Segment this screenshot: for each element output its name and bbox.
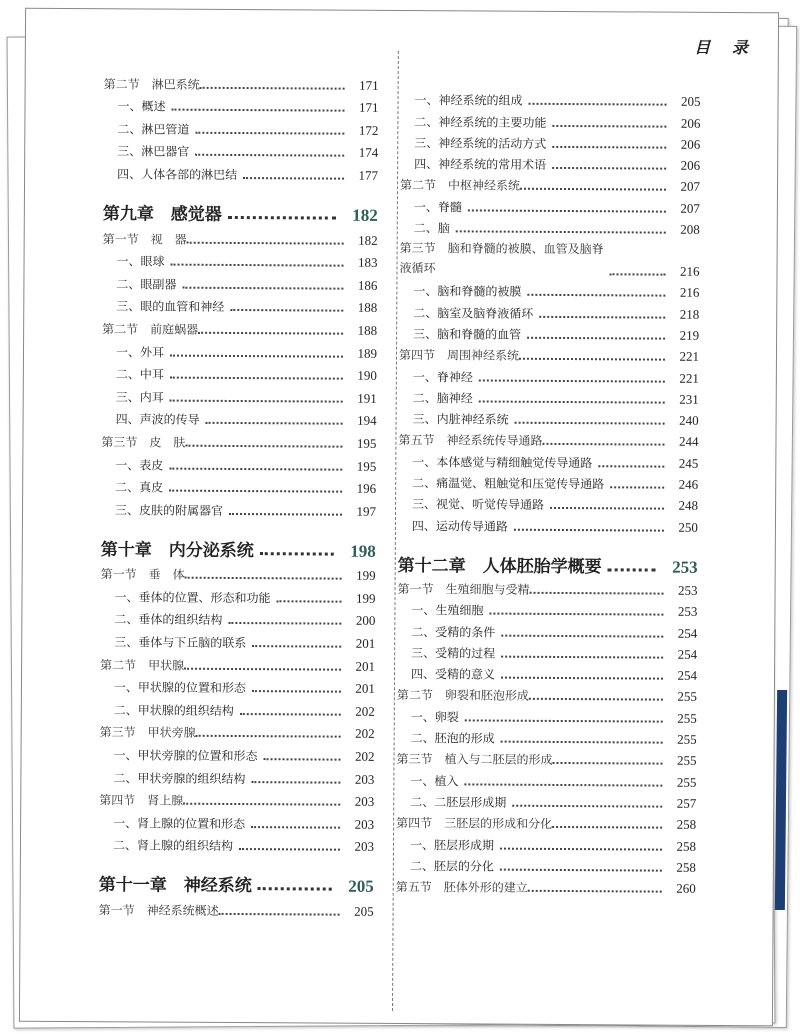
entry-page-number: 203 (354, 839, 375, 855)
dot-leader (258, 888, 332, 891)
dot-leader (195, 154, 344, 157)
entry-page-number: 221 (679, 370, 699, 386)
toc-section-entry (102, 315, 377, 339)
entry-title: 二、受精的条件 (411, 624, 496, 640)
entry-page-number: 174 (358, 145, 379, 161)
entry-title: 一、卵裂 (410, 709, 459, 725)
entry-page-number: 240 (679, 412, 699, 428)
entry-title: 第一节 垂 体 (100, 567, 185, 582)
entry-title: 第九章 感觉器 (102, 204, 222, 225)
entry-title: 二、真皮 (115, 480, 164, 495)
dot-leader (598, 465, 664, 467)
entry-title: 第一节 神经系统概述 (98, 903, 219, 918)
entry-page-number: 195 (356, 435, 377, 451)
entry-title: 第三节 皮 肤 (101, 435, 186, 450)
dot-leader (609, 273, 665, 275)
entry-page-number: 196 (356, 480, 377, 496)
toc-item-entry (397, 725, 697, 748)
entry-page-number: 206 (680, 157, 701, 174)
entry-page-number: 188 (357, 300, 378, 316)
entry-page-number: 197 (356, 503, 377, 519)
entry-title: 一、植入 (410, 773, 459, 788)
entry-title: 二、淋巴管道 (117, 122, 190, 137)
entry-title: 一、脑和脊髓的被膜 (413, 284, 522, 300)
entry-page-number: 248 (678, 498, 699, 514)
entry-title: 第五节 神经系统传导通路 (398, 433, 543, 449)
toc-item-entry (400, 87, 700, 110)
entry-title: 第四节 周围神经系统 (398, 348, 520, 363)
entry-title: 第二节 淋巴系统 (103, 76, 200, 92)
dot-leader (184, 667, 341, 670)
toc-section-entry (99, 786, 374, 810)
toc-item-entry (100, 628, 375, 652)
dot-leader (229, 513, 342, 516)
toc-section-entry (101, 427, 376, 451)
toc-section-entry (100, 718, 375, 742)
dot-leader (552, 125, 666, 128)
entry-page-number: 254 (677, 667, 698, 683)
entry-page-number: 189 (357, 345, 378, 361)
dot-leader (608, 568, 656, 571)
dot-leader (169, 467, 342, 470)
entry-page-number: 254 (677, 646, 698, 662)
dot-leader (183, 803, 340, 806)
toc-item-entry (399, 363, 699, 386)
dot-leader (550, 507, 664, 510)
entry-title: 一、脊髓 (413, 199, 462, 215)
entry-page-number: 258 (676, 838, 697, 854)
toc-left-column (99, 69, 379, 920)
entry-page-number: 255 (676, 774, 697, 790)
entry-page-number: 254 (677, 625, 698, 641)
entry-page-number: 171 (359, 77, 379, 93)
entry-page-number: 245 (678, 455, 699, 471)
entry-page-number: 253 (678, 582, 698, 598)
toc-page (19, 8, 779, 1027)
entry-page-number: 253 (677, 603, 698, 620)
toc-section-entry (103, 224, 378, 248)
dot-leader (500, 868, 662, 871)
dot-leader (170, 377, 343, 380)
dot-leader (512, 805, 662, 808)
entry-page-number: 195 (356, 458, 377, 474)
entry-page-number: 206 (680, 115, 701, 131)
dot-leader (171, 264, 344, 267)
toc-item-entry (398, 512, 698, 535)
entry-page-number: 203 (354, 771, 375, 787)
toc-item-entry (99, 763, 374, 787)
entry-title: 第一节 视 器 (102, 231, 187, 247)
entry-title: 四、受精的意义 (410, 667, 496, 682)
entry-title: 一、眼球 (116, 254, 165, 269)
dot-leader (501, 655, 663, 658)
dot-leader (264, 758, 341, 760)
dot-leader (170, 399, 343, 402)
toc-item-entry (400, 215, 700, 238)
dot-leader (187, 241, 344, 244)
dot-leader (276, 600, 341, 602)
dot-leader (479, 379, 665, 382)
entry-title: 四、神经系统的常用术语 (414, 157, 547, 173)
entry-page-number: 205 (680, 94, 701, 110)
entry-title: 第二节 卵裂和胚泡形成 (396, 688, 529, 704)
page-header: 目 录 (694, 37, 756, 58)
entry-title: 一、甲状旁腺的位置和形态 (113, 748, 258, 764)
dot-leader (240, 713, 341, 716)
dot-leader (501, 677, 663, 680)
entry-title: 二、脑室及脑脊液循环 (413, 305, 534, 321)
entry-title: 第三节 植入与二胚层的形成 (396, 752, 553, 768)
dot-leader (519, 358, 665, 361)
entry-page-number: 203 (354, 816, 375, 832)
dot-leader (228, 622, 341, 625)
toc-item-entry (396, 767, 696, 790)
dot-leader (171, 109, 344, 112)
dot-leader (527, 294, 665, 297)
dot-leader (529, 698, 663, 701)
toc-section-entry (399, 342, 699, 365)
toc-section-entry (101, 560, 376, 584)
entry-title: 一、胚层形成期 (409, 837, 495, 853)
toc-section-entry (399, 236, 699, 280)
entry-title: 二、甲状旁腺的组织结构 (113, 770, 246, 786)
toc-item-entry (396, 831, 696, 854)
toc-item-entry (399, 385, 699, 408)
dot-leader (514, 528, 664, 531)
entry-title: 二、二胚层形成期 (410, 794, 507, 810)
entry-page-number: 205 (354, 903, 374, 919)
entry-page-number: 255 (677, 731, 697, 747)
toc-section-entry (397, 682, 697, 705)
entry-title: 一、生殖细胞 (411, 603, 484, 618)
entry-page-number: 202 (355, 726, 375, 742)
entry-page-number: 255 (676, 753, 697, 769)
entry-page-number: 207 (680, 179, 701, 195)
toc-item-entry (102, 405, 377, 429)
entry-page-number: 205 (348, 877, 374, 897)
toc-item-entry (100, 695, 375, 719)
toc-section-entry (398, 427, 698, 450)
toc-item-entry (102, 337, 377, 361)
entry-page-number: 246 (678, 476, 699, 492)
entry-page-number: 201 (355, 635, 376, 651)
toc-chapter-entry (398, 534, 698, 578)
dot-leader (195, 132, 344, 135)
entry-page-number: 250 (678, 519, 698, 535)
entry-page-number: 258 (676, 859, 696, 875)
dot-leader (468, 209, 666, 212)
entry-page-number: 258 (676, 816, 697, 833)
dot-leader (479, 400, 665, 403)
dot-leader (542, 443, 664, 446)
toc-item-entry (398, 448, 698, 471)
toc-chapter-entry (99, 854, 374, 898)
toc-item-entry (101, 495, 376, 519)
toc-item-entry (101, 473, 376, 497)
dot-leader (515, 422, 665, 425)
toc-item-entry (102, 269, 377, 293)
toc-item-entry (398, 491, 698, 514)
toc-item-entry (100, 582, 375, 606)
toc-section-entry (100, 650, 375, 674)
dot-leader (185, 445, 342, 448)
entry-title: 三、神经系统的活动方式 (414, 135, 547, 151)
toc-item-entry (103, 114, 378, 138)
toc-item-entry (399, 406, 699, 429)
entry-title: 第三节 甲状旁腺 (99, 725, 196, 741)
toc-section-entry (396, 874, 696, 897)
entry-title: 四、人体各部的淋巴结 (117, 167, 238, 182)
entry-page-number: 183 (358, 254, 378, 271)
entry-page-number: 257 (676, 795, 697, 811)
dot-leader (219, 913, 340, 916)
entry-page-number: 201 (355, 658, 376, 674)
toc-item-entry (399, 299, 699, 322)
dot-leader (182, 286, 343, 289)
entry-title: 三、淋巴器官 (117, 144, 190, 160)
dot-leader (170, 354, 343, 357)
entry-page-number: 218 (679, 306, 700, 322)
entry-page-number: 202 (354, 748, 375, 764)
entry-title: 一、概述 (117, 99, 166, 114)
entry-title: 二、胚层的分化 (409, 858, 494, 874)
dot-leader (251, 826, 340, 829)
entry-page-number: 199 (356, 568, 376, 584)
entry-page-number: 191 (357, 390, 377, 406)
entry-title: 二、脑 (413, 221, 450, 236)
entry-page-number: 253 (672, 557, 698, 577)
toc-item-entry (400, 130, 700, 153)
entry-page-number: 182 (352, 205, 378, 225)
entry-title: 三、内耳 (115, 389, 164, 405)
entry-page-number: 203 (354, 793, 375, 810)
toc-item-entry (102, 292, 377, 316)
entry-title: 第三节 脑和脊髓的被膜、血管及脑脊液循环 (399, 241, 604, 276)
entry-page-number: 255 (677, 710, 697, 726)
entry-title: 第十二章 人体胚胎学概要 (397, 555, 602, 577)
entry-page-number: 216 (679, 285, 700, 301)
toc-item-entry (99, 808, 374, 832)
entry-page-number: 201 (355, 680, 375, 697)
entry-title: 一、肾上腺的位置和形态 (113, 816, 246, 831)
toc-item-entry (399, 278, 699, 301)
entry-title: 二、垂体的组织结构 (114, 612, 223, 628)
entry-title: 三、眼的血管和神经 (116, 299, 225, 315)
entry-page-number: 221 (679, 348, 700, 365)
entry-title: 一、本体感觉与精细触觉传导通路 (412, 454, 593, 470)
dot-leader (501, 634, 663, 637)
entry-page-number: 171 (358, 99, 379, 116)
entry-page-number: 219 (679, 327, 700, 343)
dot-leader (520, 188, 666, 191)
toc-item-entry (99, 741, 374, 765)
toc-item-entry (103, 160, 378, 184)
entry-page-number: 200 (355, 613, 376, 629)
dot-leader (456, 230, 666, 233)
entry-page-number: 188 (357, 322, 378, 338)
dot-leader (527, 337, 665, 340)
toc-item-entry (102, 360, 377, 384)
entry-title: 第二节 前庭蜗器 (102, 322, 199, 337)
entry-title: 二、脑神经 (412, 390, 473, 406)
dot-leader (252, 645, 341, 648)
entry-title: 二、甲状腺的组织结构 (113, 703, 234, 718)
entry-title: 一、脊神经 (412, 369, 473, 385)
entry-title: 二、胚泡的形成 (410, 731, 495, 746)
toc-section-entry (400, 172, 700, 195)
entry-title: 三、皮肤的附属器官 (114, 502, 224, 518)
toc-section-entry (104, 69, 379, 93)
entry-title: 二、眼副器 (116, 277, 177, 292)
entry-title: 二、肾上腺的组织结构 (112, 838, 234, 854)
toc-item-entry (100, 673, 375, 697)
entry-title: 一、甲状腺的位置和形态 (113, 680, 247, 696)
dot-leader (464, 783, 662, 786)
toc-item-entry (100, 605, 375, 629)
dot-leader (198, 332, 343, 335)
toc-section-entry (396, 810, 696, 833)
entry-title: 一、外耳 (115, 344, 165, 360)
toc-item-entry (103, 247, 378, 271)
entry-page-number: 202 (355, 703, 375, 719)
toc-item-entry (397, 703, 697, 726)
entry-title: 第四节 三胚层的形成和分化 (396, 816, 553, 832)
entry-page-number: 206 (680, 136, 701, 152)
dot-leader (200, 86, 345, 89)
dot-leader (251, 781, 340, 784)
toc-item-entry (400, 108, 700, 131)
entry-page-number: 177 (358, 167, 379, 183)
entry-page-number: 260 (676, 880, 696, 896)
entry-title: 三、视觉、听觉传导通路 (412, 497, 545, 513)
entry-title: 第一节 生殖细胞与受精 (397, 581, 530, 597)
entry-title: 二、中耳 (115, 367, 164, 382)
dot-leader (528, 890, 662, 893)
toc-item-entry (396, 789, 696, 812)
dot-leader (260, 552, 334, 555)
dot-leader (610, 486, 664, 488)
entry-title: 第十一章 神经系统 (98, 875, 252, 897)
dot-leader (239, 848, 340, 851)
dot-leader (553, 762, 663, 765)
dot-leader (243, 177, 344, 180)
entry-page-number: 216 (679, 263, 700, 279)
toc-chapter-entry (103, 182, 378, 226)
dot-leader (230, 309, 343, 312)
toc-item-entry (398, 470, 698, 493)
toc-item-entry (400, 193, 700, 216)
entry-page-number: 231 (679, 391, 699, 407)
toc-chapter-entry (101, 518, 376, 562)
toc-right-column (396, 87, 701, 897)
entry-page-number: 186 (357, 277, 378, 293)
entry-title: 三、内脏神经系统 (412, 412, 509, 427)
entry-page-number: 208 (680, 221, 700, 237)
entry-title: 一、表皮 (115, 457, 164, 473)
toc-item-entry (396, 852, 696, 875)
dot-leader (185, 577, 342, 580)
dot-leader (501, 741, 663, 744)
dot-leader (539, 316, 665, 319)
dot-leader (206, 422, 343, 425)
entry-title: 第十章 内分泌系统 (100, 539, 254, 561)
dot-leader (529, 103, 667, 106)
dot-leader (169, 490, 342, 493)
toc-item-entry (102, 382, 377, 406)
toc-section-entry (398, 576, 698, 599)
toc-item-entry (397, 597, 697, 620)
entry-page-number: 255 (677, 689, 697, 705)
dot-leader (228, 216, 336, 220)
toc-item-entry (397, 640, 697, 663)
entry-title: 三、垂体与下丘脑的联系 (114, 635, 247, 651)
toc-item-entry (400, 151, 700, 174)
entry-page-number: 199 (355, 590, 376, 606)
entry-page-number: 198 (350, 541, 376, 561)
toc-section-entry (396, 746, 696, 769)
toc-item-entry (397, 618, 697, 641)
entry-title: 三、受精的过程 (411, 645, 496, 661)
toc-item-entry (399, 321, 699, 344)
dot-leader (252, 690, 341, 693)
dot-leader (552, 167, 666, 170)
entry-page-number: 207 (680, 200, 700, 216)
entry-page-number: 194 (357, 413, 377, 429)
dot-leader (552, 146, 666, 149)
dot-leader (530, 592, 664, 595)
entry-title: 第二节 甲状腺 (100, 657, 185, 673)
entry-title: 二、痛温觉、粗触觉和压觉传导通路 (412, 476, 605, 492)
entry-title: 一、垂体的位置、形态和功能 (114, 590, 271, 606)
entry-title: 三、脑和脊髓的血管 (413, 327, 522, 342)
entry-title: 二、神经系统的主要功能 (414, 114, 547, 130)
dot-leader (489, 613, 663, 616)
toc-item-entry (101, 450, 376, 474)
toc-item-entry (99, 831, 374, 855)
toc-item-entry (397, 661, 697, 684)
entry-page-number: 182 (358, 232, 378, 248)
entry-title: 四、声波的传导 (115, 412, 200, 428)
entry-page-number: 172 (358, 122, 379, 138)
toc-section-entry (99, 896, 374, 920)
entry-title: 一、神经系统的组成 (414, 93, 523, 109)
dot-leader (465, 719, 663, 722)
dot-leader (196, 735, 341, 738)
entry-title: 第二节 中枢神经系统 (399, 178, 521, 194)
toc-item-entry (103, 137, 378, 161)
entry-page-number: 190 (357, 367, 377, 383)
entry-page-number: 244 (678, 434, 699, 450)
entry-title: 第五节 胚体外形的建立 (395, 880, 528, 895)
entry-title: 第四节 肾上腺 (99, 793, 184, 808)
entry-title: 四、运动传导通路 (411, 518, 509, 534)
dot-leader (552, 826, 662, 829)
dot-leader (500, 847, 662, 850)
toc-item-entry (103, 92, 378, 116)
